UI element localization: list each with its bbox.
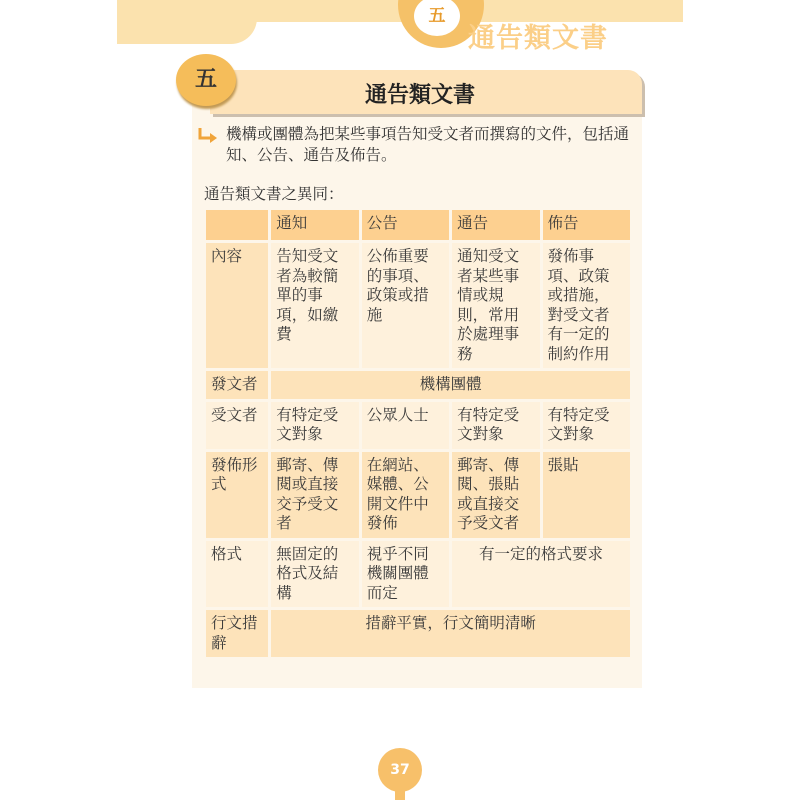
table-cell-merged: 措辭平實，行文簡明清晰 bbox=[271, 610, 630, 657]
table-row-receiver bbox=[206, 402, 630, 449]
table-row-publish bbox=[206, 452, 630, 538]
section-number-badge: 五 bbox=[176, 54, 236, 106]
table-cell: 發佈事項、政策或措施，對受文者有一定的制約作用 bbox=[543, 243, 630, 368]
section-title: 通告類文書 bbox=[364, 83, 475, 108]
table-cell: 郵寄、傳閱、張貼或直接交予受文者 bbox=[452, 452, 539, 538]
table-cell: 有特定受文對象 bbox=[452, 402, 539, 449]
table-cell: 無固定的格式及結構 bbox=[271, 541, 358, 608]
top-banner-curve bbox=[117, 18, 257, 44]
table-cell: 在網站、媒體、公開文件中發佈 bbox=[362, 452, 449, 538]
table-cell: 郵寄、傳閱或直接交予受文者 bbox=[271, 452, 358, 538]
table-row-content bbox=[206, 243, 630, 368]
table-cell: 告知受文者為較簡單的事項，如繳費 bbox=[271, 243, 358, 368]
table-cell: 有特定受文對象 bbox=[543, 402, 630, 449]
table-cell: 視乎不同機關團體而定 bbox=[362, 541, 449, 608]
table-cell: 有特定受文對象 bbox=[271, 402, 358, 449]
table-caption: 通告類文書之異同： bbox=[204, 185, 344, 203]
page-number-stem bbox=[395, 788, 405, 800]
header-cell-empty bbox=[206, 210, 268, 240]
table-cell-merged: 機構團體 bbox=[271, 371, 630, 399]
row-label: 受文者 bbox=[206, 402, 268, 449]
row-label: 發文者 bbox=[206, 371, 268, 399]
table-cell: 公佈重要的事項、政策或措施 bbox=[362, 243, 449, 368]
table-cell-merged: 有一定的格式要求 bbox=[452, 541, 630, 608]
table-header-row bbox=[206, 210, 630, 240]
table-cell: 公眾人士 bbox=[362, 402, 449, 449]
header-cell-announcement: 公告 bbox=[362, 210, 449, 240]
intro-paragraph: 機構或團體為把某些事項告知受文者而撰寫的文件，包括通知、公告、通告及佈告。 bbox=[226, 125, 630, 164]
top-section-title: 通告類文書 bbox=[468, 23, 608, 54]
table-row-sender bbox=[206, 371, 630, 399]
table-row-style bbox=[206, 610, 630, 657]
header-cell-proclamation: 佈告 bbox=[543, 210, 630, 240]
table-row-format bbox=[206, 541, 630, 608]
table-cell: 通知受文者某些事情或規則，常用於處理事務 bbox=[452, 243, 539, 368]
row-label: 內容 bbox=[206, 243, 268, 368]
row-label: 發佈形式 bbox=[206, 452, 268, 538]
comparison-table bbox=[203, 207, 633, 660]
header-cell-circular: 通告 bbox=[452, 210, 539, 240]
row-label: 格式 bbox=[206, 541, 268, 608]
header-cell-notice: 通知 bbox=[271, 210, 358, 240]
page-number: 37 bbox=[378, 748, 422, 792]
top-section-number: 五 bbox=[414, 0, 460, 36]
row-label: 行文措辭 bbox=[206, 610, 268, 657]
table-cell: 張貼 bbox=[543, 452, 630, 538]
arrow-bullet-icon bbox=[198, 126, 220, 144]
